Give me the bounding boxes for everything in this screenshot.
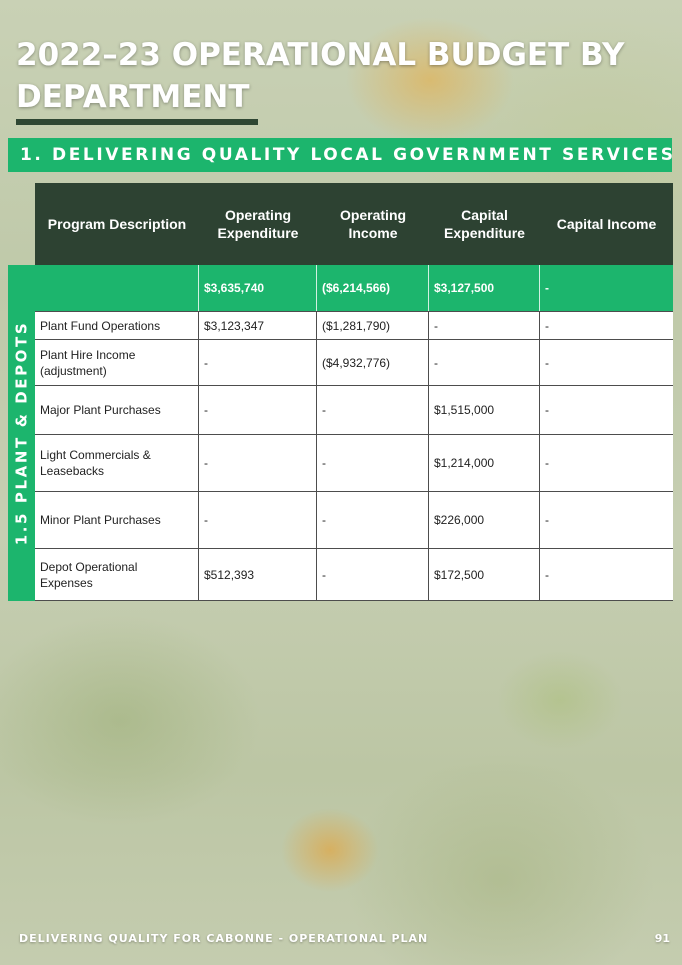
footer-text: DELIVERING QUALITY FOR CABONNE - OPERATIONAL PLAN bbox=[19, 932, 429, 945]
row-description: Minor Plant Purchases bbox=[35, 492, 199, 548]
row-capital-income: - bbox=[545, 513, 549, 527]
total-operating-income: ($6,214,566) bbox=[317, 265, 429, 311]
row-description: Major Plant Purchases bbox=[35, 386, 199, 434]
total-operating-expenditure: $3,635,740 bbox=[199, 265, 317, 311]
table-row bbox=[35, 549, 673, 601]
row-operating-income: - bbox=[317, 549, 429, 600]
row-capital-expenditure: $226,000 bbox=[429, 492, 540, 548]
table-row bbox=[35, 340, 673, 386]
total-description bbox=[35, 265, 199, 311]
title-underline bbox=[16, 119, 258, 125]
row-description: Plant Fund Operations bbox=[35, 312, 199, 339]
row-operating-income: ($1,281,790) bbox=[317, 312, 429, 339]
table-total-row bbox=[35, 265, 673, 311]
group-label-text: 1.5 PLANT & DEPOTS bbox=[12, 320, 31, 546]
table-row bbox=[35, 435, 673, 492]
row-capital-income: - bbox=[545, 456, 549, 470]
row-operating-expenditure: $512,393 bbox=[199, 549, 317, 600]
row-capital-expenditure: $1,214,000 bbox=[429, 435, 540, 491]
row-operating-expenditure: - bbox=[199, 340, 317, 385]
header-capital-income: Capital Income bbox=[556, 216, 657, 232]
total-capital-income: - bbox=[545, 281, 549, 295]
row-operating-income: ($4,932,776) bbox=[317, 340, 429, 385]
row-operating-income: - bbox=[317, 386, 429, 434]
table-row bbox=[35, 386, 673, 435]
header-operating-expenditure: Operating Expenditure bbox=[217, 207, 299, 241]
row-capital-income: - bbox=[545, 403, 549, 417]
row-capital-income: - bbox=[545, 355, 549, 370]
row-operating-expenditure: $3,123,347 bbox=[199, 312, 317, 339]
total-capital-expenditure: $3,127,500 bbox=[429, 265, 540, 311]
section-heading: 1. DELIVERING QUALITY LOCAL GOVERNMENT SERVICES bbox=[8, 138, 672, 172]
row-capital-expenditure: - bbox=[429, 312, 540, 339]
table-row bbox=[35, 492, 673, 549]
header-capital-expenditure: Capital Expenditure bbox=[444, 207, 525, 241]
row-capital-income: - bbox=[545, 567, 549, 582]
row-operating-income: - bbox=[317, 492, 429, 548]
row-capital-expenditure: $1,515,000 bbox=[429, 386, 540, 434]
row-description: Depot Operational Expenses bbox=[35, 549, 199, 600]
table-row bbox=[35, 311, 673, 340]
row-capital-income: - bbox=[545, 318, 549, 333]
budget-table bbox=[8, 183, 673, 601]
header-operating-income: Operating Income bbox=[339, 207, 407, 241]
header-program-description: Program Description bbox=[47, 216, 187, 232]
table-body bbox=[35, 265, 673, 601]
row-capital-expenditure: - bbox=[429, 340, 540, 385]
row-capital-expenditure: $172,500 bbox=[429, 549, 540, 600]
row-operating-expenditure: - bbox=[199, 386, 317, 434]
row-description: Plant Hire Income (adjustment) bbox=[35, 340, 199, 385]
row-operating-expenditure: - bbox=[199, 435, 317, 491]
table-header-row bbox=[35, 183, 673, 265]
group-label bbox=[8, 265, 35, 601]
row-operating-income: - bbox=[317, 435, 429, 491]
page-title: 2022–23 OPERATIONAL BUDGET BY DEPARTMENT bbox=[16, 37, 625, 115]
page-number: 91 bbox=[654, 932, 670, 945]
row-operating-expenditure: - bbox=[199, 492, 317, 548]
row-description: Light Commercials & Leasebacks bbox=[35, 435, 199, 491]
